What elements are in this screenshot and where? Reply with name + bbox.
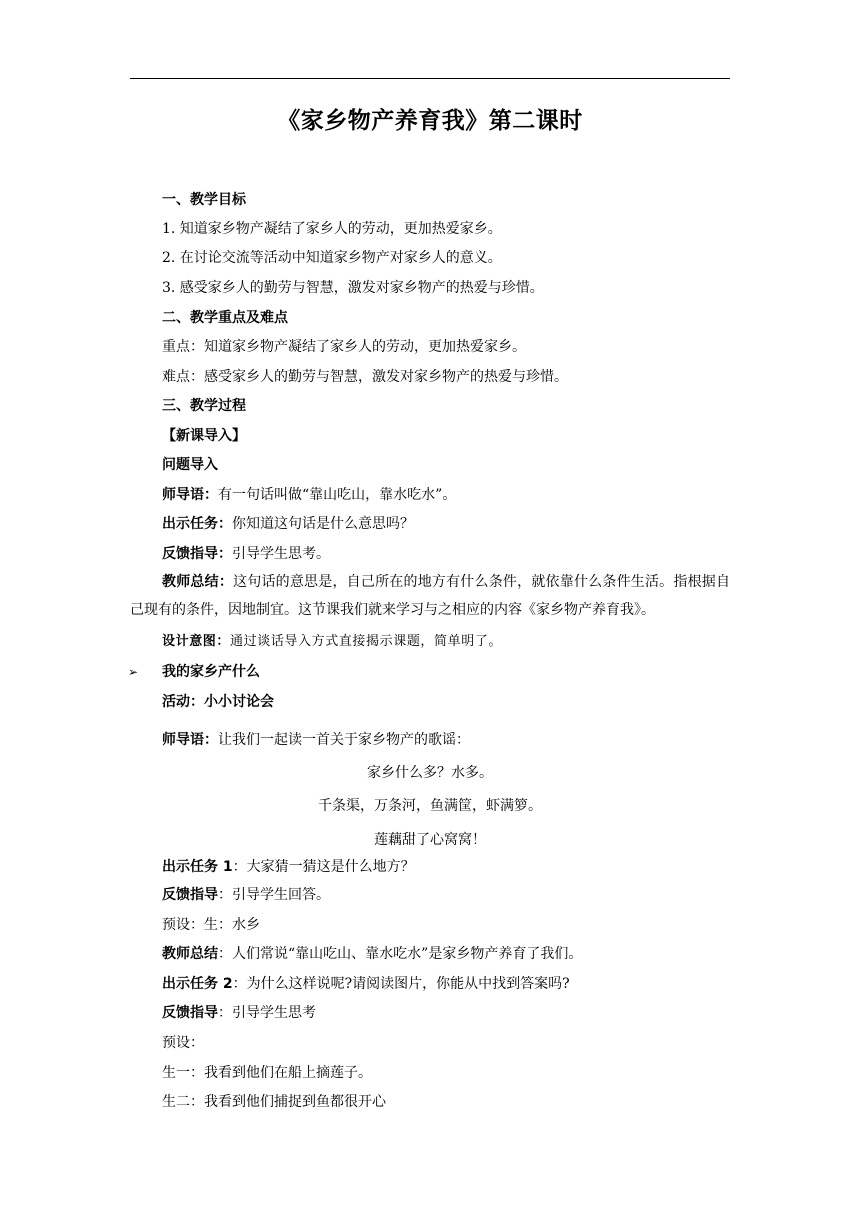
preset-2: 预设： xyxy=(162,1035,204,1051)
objective-item-1: 1. 知道家乡物产凝结了家乡人的劳动，更加热爱家乡。 xyxy=(162,221,502,237)
task xyxy=(162,514,414,534)
student-answer-1: 生一：我看到他们在船上摘莲子。 xyxy=(162,1065,372,1081)
part-summary-label: 教师总结 xyxy=(162,946,218,962)
key-point-label: 重点： xyxy=(162,339,204,355)
student-answer-2: 生二：我看到他们捕捉到鱼都很开心 xyxy=(162,1094,386,1110)
objective-item-2: 2. 在讨论交流等活动中知道家乡物产对家乡人的意义。 xyxy=(162,250,502,266)
teacher-guide xyxy=(162,485,456,505)
feedback-1-label: 反馈指导 xyxy=(162,887,218,903)
activity-heading: 活动：小小讨论会 xyxy=(162,694,274,710)
design-intent xyxy=(162,632,502,652)
poem-line-2: 千条渠，万条河，鱼满筐，虾满箩。 xyxy=(318,798,542,814)
key-point-text: 知道家乡物产凝结了家乡人的劳动，更加热爱家乡。 xyxy=(204,339,526,355)
objective-item-3: 3. 感受家乡人的勤劳与智慧，激发对家乡物产的热爱与珍惜。 xyxy=(162,280,544,296)
teacher-summary xyxy=(130,568,730,624)
arrow-bullet-icon: ➢ xyxy=(128,665,139,679)
poem-line-3: 莲藕甜了心窝窝！ xyxy=(374,832,486,848)
task-2 xyxy=(162,974,570,994)
teacher-guide-label: 师导语： xyxy=(162,487,218,503)
task-1-text: ：大家猜一猜这是什么地方？ xyxy=(232,859,415,875)
key-point xyxy=(162,337,526,357)
question-intro-heading: 问题导入 xyxy=(162,457,218,473)
design-intent-label: 设计意图： xyxy=(162,634,231,649)
difficulty-point xyxy=(162,367,568,387)
task-2-label: 出示任务 2 xyxy=(162,976,233,992)
section-heading-objectives: 一、教学目标 xyxy=(162,192,246,208)
part-summary-text: ：人们常说“靠山吃山、靠水吃水”是家乡物产养育了我们。 xyxy=(218,946,583,962)
task-2-text: ：为什么这样说呢?请阅读图片，你能从中找到答案吗? xyxy=(232,976,570,992)
summary-text: 这句话的意思是，自己所在的地方有什么条件，就依靠什么条件生活。指根据自己现有的条件，因地制宜。这节课我们就来学习与之相应的内容《家乡物产养育我》。 xyxy=(130,574,731,618)
part-teacher-guide-label: 师导语： xyxy=(162,732,218,748)
header-rule xyxy=(130,78,730,79)
poem-line-1: 家乡什么多？水多。 xyxy=(367,765,493,781)
preset-1: 预设：生：水乡 xyxy=(162,917,260,933)
page-title: 《家乡物产养育我》第二课时 xyxy=(277,108,583,134)
feedback-1-text: ：引导学生回答。 xyxy=(218,887,330,903)
feedback-1 xyxy=(162,885,330,905)
part-summary xyxy=(162,944,582,964)
part-teacher-guide xyxy=(162,730,470,750)
task-1 xyxy=(162,857,415,877)
task-1-label: 出示任务 1 xyxy=(162,859,233,875)
feedback-label: 反馈指导： xyxy=(162,546,232,562)
part-heading: 我的家乡产什么 xyxy=(162,664,260,680)
feedback xyxy=(162,544,330,564)
design-intent-text: 通过谈话导入方式直接揭示课题，简单明了。 xyxy=(230,634,503,649)
feedback-2-text: ：引导学生思考 xyxy=(218,1005,316,1021)
part-teacher-guide-text: 让我们一起读一首关于家乡物产的歌谣： xyxy=(218,732,470,748)
task-label: 出示任务： xyxy=(162,516,232,532)
task-text: 你知道这句话是什么意思吗？ xyxy=(232,516,414,532)
difficulty-text: 感受家乡人的勤劳与智慧，激发对家乡物产的热爱与珍惜。 xyxy=(204,369,568,385)
feedback-2-label: 反馈指导 xyxy=(162,1005,218,1021)
section-heading-key-points: 二、教学重点及难点 xyxy=(162,310,288,326)
feedback-text: 引导学生思考。 xyxy=(232,546,330,562)
difficulty-label: 难点： xyxy=(162,369,204,385)
feedback-2 xyxy=(162,1003,316,1023)
summary-label: 教师总结： xyxy=(162,574,234,590)
section-heading-process: 三、教学过程 xyxy=(162,398,246,414)
teacher-guide-text: 有一句话叫做“靠山吃山，靠水吃水”。 xyxy=(218,487,457,503)
new-lesson-heading: 【新课导入】 xyxy=(162,428,246,444)
